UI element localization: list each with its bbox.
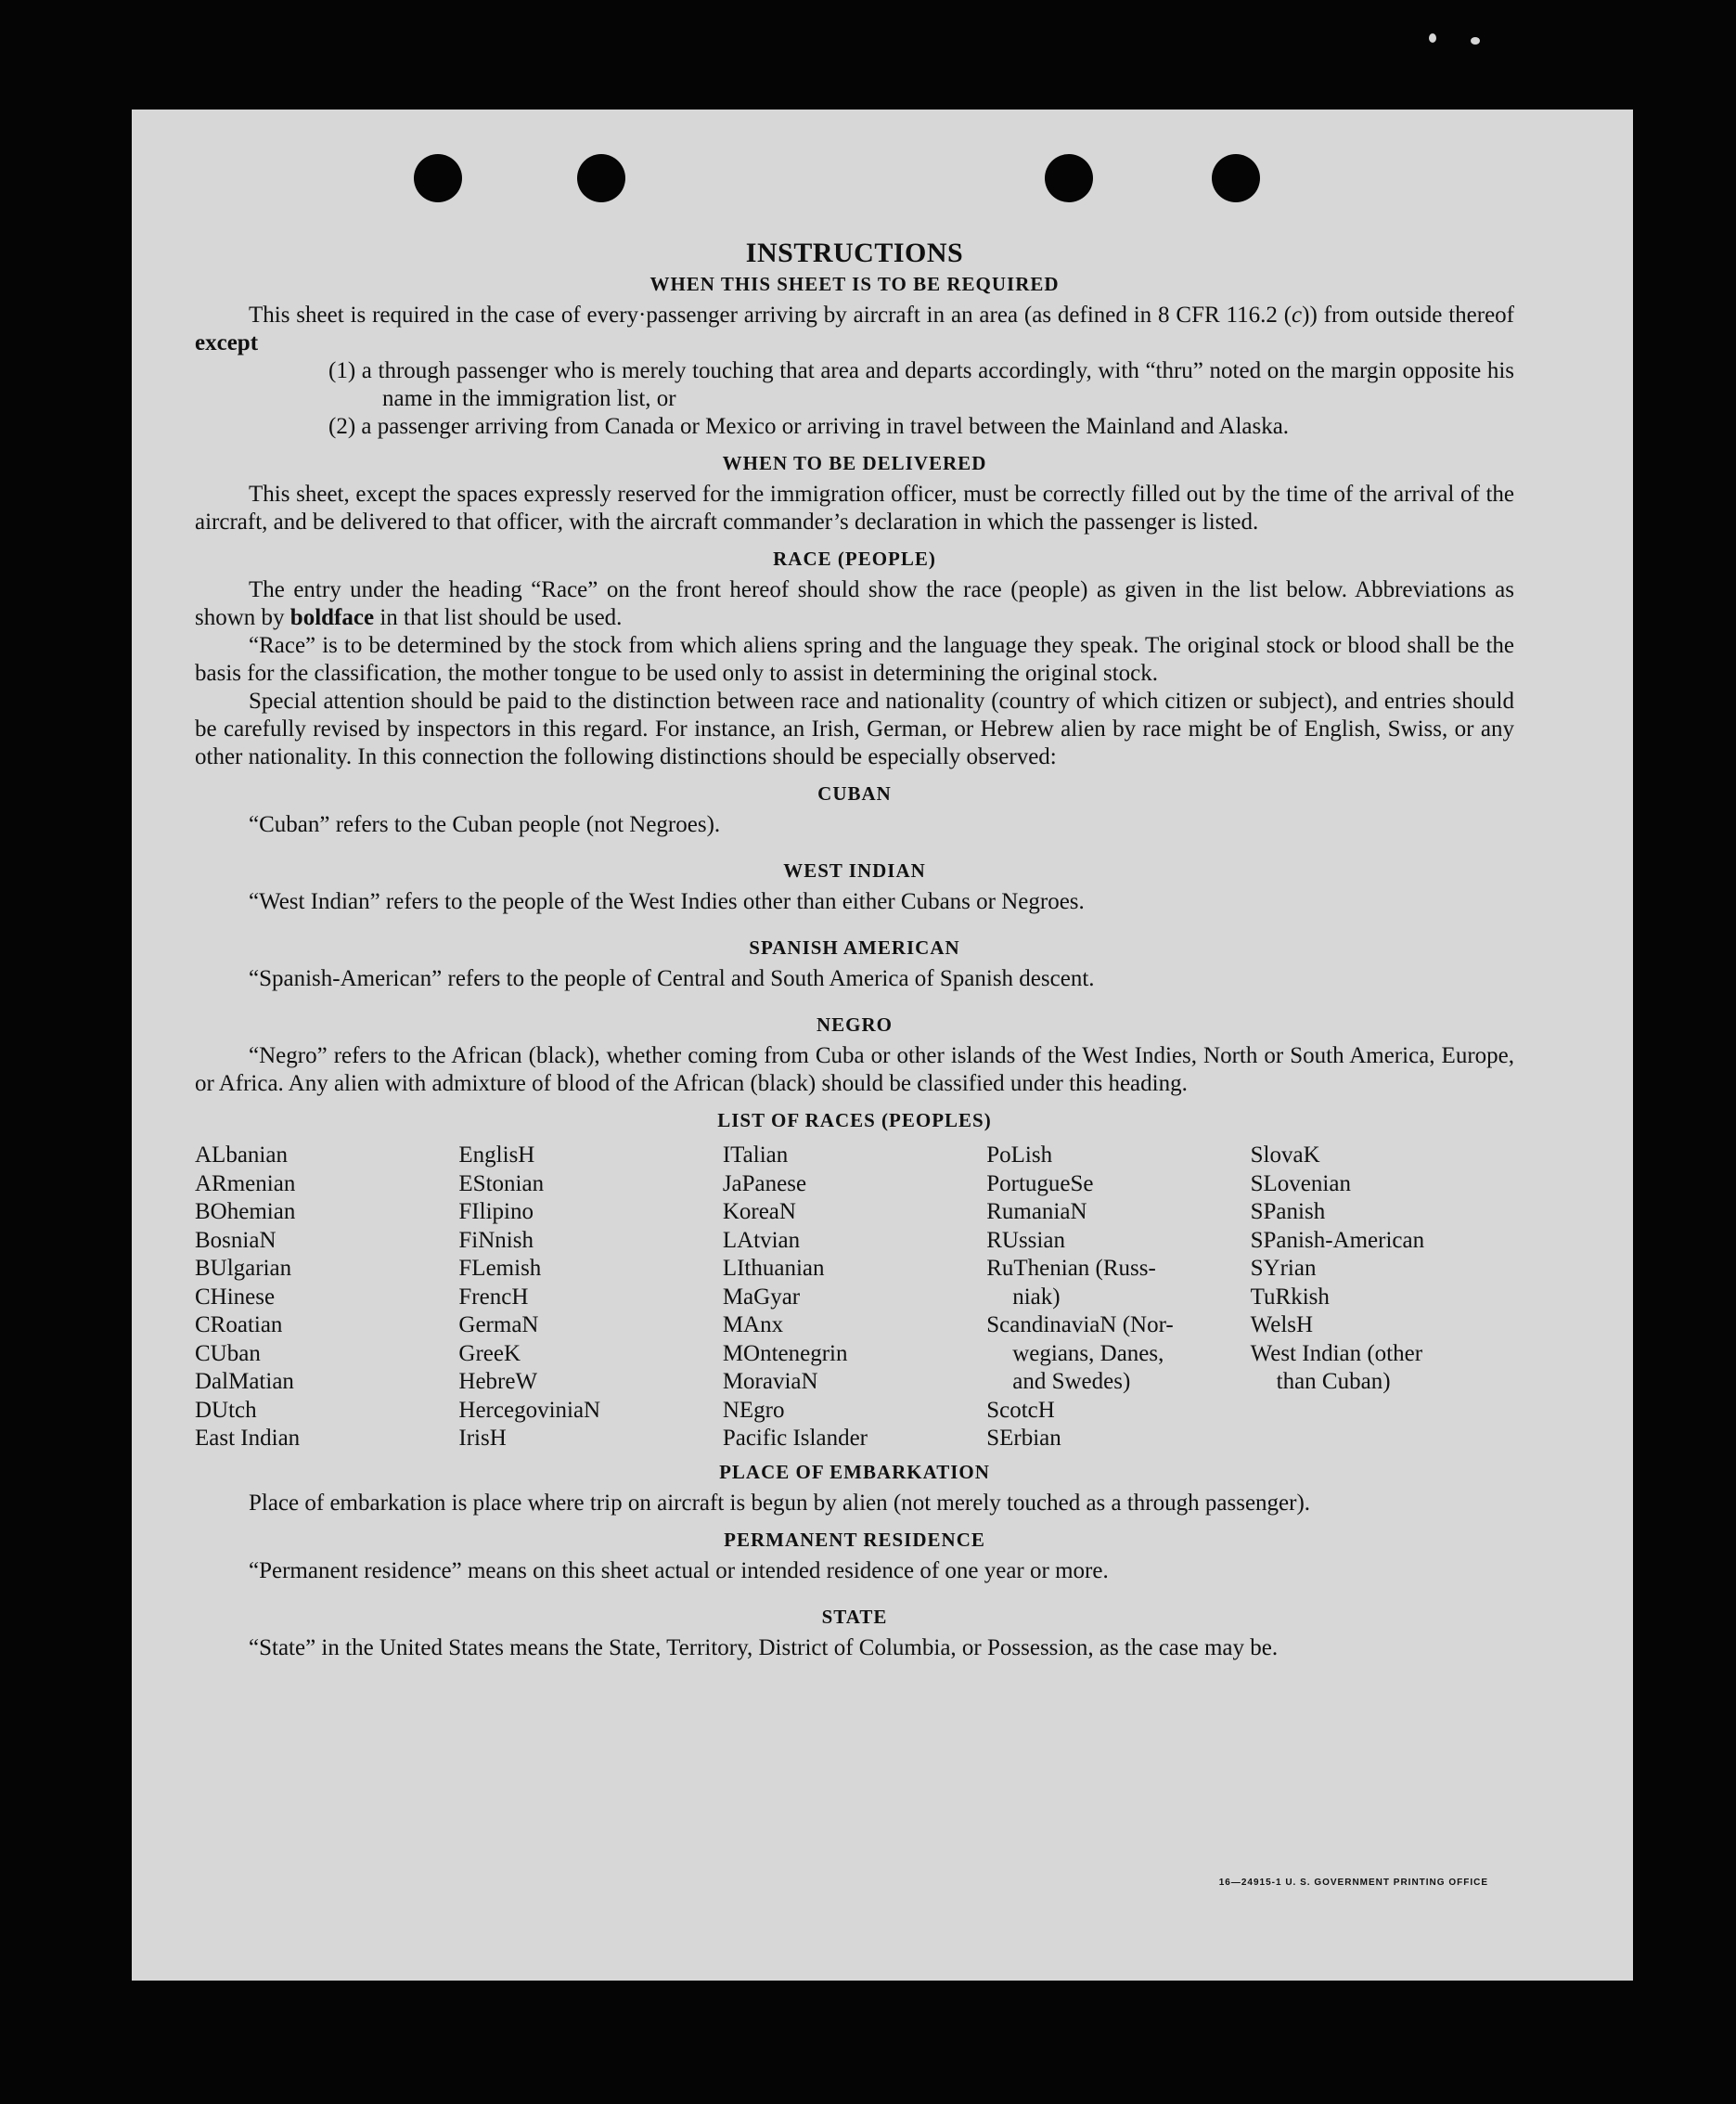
paragraph: “State” in the United States means the State, Territory, District of Columbia, or Possession, as the case may be.: [249, 1634, 1279, 1660]
race-entry: than Cuban): [1276, 1369, 1391, 1394]
paragraph: “West Indian” refers to the people of the West Indies other than either Cubans or Negroes.: [249, 889, 1085, 914]
race-entry: niak): [1012, 1284, 1061, 1310]
race-entry: DUtch: [195, 1397, 257, 1423]
race-entry: MOntenegrin: [722, 1340, 848, 1366]
race-entry: CHinese: [195, 1284, 276, 1310]
race-entry: FrencH: [458, 1284, 529, 1310]
paragraph: “Cuban” refers to the Cuban people (not Negroes).: [249, 812, 721, 837]
race-entry: PoLish: [986, 1142, 1053, 1168]
list-item: (2) a passenger arriving from Canada or Mexico or arriving in travel between the Mainland and Alaska.: [328, 414, 1290, 439]
punch-hole: [1212, 154, 1260, 202]
race-entry: SlovaK: [1250, 1142, 1320, 1168]
race-entry: ScandinaviaN (Nor-: [986, 1312, 1174, 1337]
scan-speck: [1429, 33, 1436, 43]
page-title: INSTRUCTIONS: [745, 238, 964, 268]
punch-hole: [414, 154, 462, 202]
race-entry: BUlgarian: [195, 1256, 292, 1281]
race-entry: SYrian: [1250, 1256, 1317, 1281]
race-entry: ALbanian: [195, 1142, 288, 1168]
race-entry: RuThenian (Russ-: [986, 1256, 1156, 1281]
paragraph: “Negro” refers to the African (black), whether coming from Cuba or other islands of the West Indies, North or South America, Europe, or Africa. Any alien with admixture of blood of the African (black) should be classified under this heading.: [195, 1043, 1514, 1096]
section-heading: RACE (PEOPLE): [773, 548, 936, 570]
race-entry: WelsH: [1250, 1312, 1314, 1337]
race-entry: SPanish: [1250, 1199, 1326, 1224]
race-column: [458, 1142, 722, 1453]
race-entry: BOhemian: [195, 1199, 296, 1224]
paragraph: “Permanent residence” means on this sheet actual or intended residence of one year or more.: [249, 1557, 1109, 1583]
race-entry: TuRkish: [1250, 1284, 1330, 1310]
punch-hole: [1045, 154, 1093, 202]
section-heading: NEGRO: [816, 1013, 893, 1036]
race-entry: GreeK: [458, 1340, 521, 1366]
paragraph: The entry under the heading “Race” on the front hereof should show the race (people) as given in the list below. Abbreviations as shown by boldface in that list should be used.: [195, 577, 1514, 630]
race-entry: HercegoviniaN: [458, 1397, 601, 1423]
paragraph: Special attention should be paid to the distinction between race and nationality (country of which citizen or subject), and entries should be carefully revised by inspectors in this regard. For instance, an Irish, German, or Hebrew alien by race might be of English, Swiss, or any other nationality. In this connection the following distinctions should be especially observed:: [195, 689, 1514, 769]
race-entry: and Swedes): [1012, 1369, 1131, 1394]
race-column: [723, 1142, 986, 1453]
race-entry: PortugueSe: [986, 1170, 1094, 1196]
race-entry: SPanish-American: [1250, 1227, 1425, 1253]
race-entry: SErbian: [986, 1426, 1061, 1451]
section-heading: PERMANENT RESIDENCE: [724, 1528, 985, 1551]
printer-imprint: 16—24915-1 U. S. GOVERNMENT PRINTING OFFICE: [1218, 1878, 1488, 1888]
document-sheet: [132, 110, 1633, 1981]
race-entry: KoreaN: [722, 1199, 796, 1224]
paragraph: This sheet is required in the case of every·passenger arriving by aircraft in an area (as defined in 8 CFR 116.2 (c)) from outside thereof except: [195, 303, 1514, 355]
race-column: [986, 1142, 1250, 1453]
race-entry: JaPanese: [722, 1170, 807, 1196]
race-entry: BosniaN: [195, 1227, 276, 1253]
race-entry: IrisH: [458, 1426, 507, 1451]
section-heading: STATE: [821, 1605, 888, 1628]
race-entry: EnglisH: [458, 1142, 535, 1168]
race-entry: MaGyar: [722, 1284, 801, 1310]
race-entry: LAtvian: [722, 1227, 801, 1253]
race-entry: NEgro: [722, 1397, 785, 1423]
race-list: [195, 1142, 1514, 1453]
race-entry: LIthuanian: [722, 1256, 825, 1281]
paragraph: “Race” is to be determined by the stock from which aliens spring and the language they speak. The original stock or blood shall be the basis for the classification, the mother tongue to be used only to assist in determining the original stock.: [195, 633, 1514, 686]
instructions-content: [195, 238, 1514, 1662]
race-entry: West Indian (other: [1250, 1340, 1423, 1366]
race-entry: CUban: [195, 1340, 261, 1366]
race-entry: ITalian: [722, 1142, 789, 1168]
section-heading: WHEN TO BE DELIVERED: [722, 452, 987, 474]
punch-hole: [577, 154, 625, 202]
race-entry: CRoatian: [195, 1312, 283, 1337]
race-entry: FiNnish: [458, 1227, 534, 1253]
race-column: [1251, 1142, 1514, 1453]
race-column: [195, 1142, 458, 1453]
paragraph: “Spanish-American” refers to the people of Central and South America of Spanish descent.: [249, 966, 1095, 991]
race-entry: wegians, Danes,: [1012, 1340, 1164, 1366]
race-entry: East Indian: [195, 1426, 301, 1451]
section-heading: PLACE OF EMBARKATION: [719, 1460, 990, 1483]
section-heading: CUBAN: [817, 782, 892, 805]
paragraph: Place of embarkation is place where trip on aircraft is begun by alien (not merely touched as a through passenger).: [249, 1490, 1311, 1516]
race-entry: SLovenian: [1250, 1170, 1351, 1196]
race-entry: Pacific Islander: [722, 1426, 868, 1451]
paragraph: This sheet, except the spaces expressly reserved for the immigration officer, must be correctly filled out by the time of the arrival of the aircraft, and be delivered to that officer, with the aircraft commander’s declaration in which the passenger is listed.: [195, 482, 1514, 535]
list-item: (1) a through passenger who is merely touching that area and departs accordingly, with “thru” noted on the margin opposite his name in the immigration list, or: [328, 358, 1514, 411]
race-entry: HebreW: [458, 1369, 538, 1394]
section-heading: LIST OF RACES (PEOPLES): [717, 1109, 992, 1131]
race-entry: FLemish: [458, 1256, 542, 1281]
race-entry: MoraviaN: [722, 1369, 818, 1394]
race-entry: DalMatian: [195, 1369, 294, 1394]
race-entry: EStonian: [458, 1170, 545, 1196]
section-heading: WEST INDIAN: [783, 859, 926, 882]
race-entry: FIlipino: [458, 1199, 534, 1224]
scan-speck: [1471, 37, 1480, 45]
section-heading: SPANISH AMERICAN: [749, 936, 960, 959]
section-heading: WHEN THIS SHEET IS TO BE REQUIRED: [649, 273, 1060, 295]
race-entry: ARmenian: [195, 1170, 296, 1196]
race-entry: MAnx: [722, 1312, 784, 1337]
race-entry: ScotcH: [986, 1397, 1055, 1423]
race-entry: RumaniaN: [986, 1199, 1087, 1224]
race-entry: RUssian: [986, 1227, 1065, 1253]
race-entry: GermaN: [458, 1312, 539, 1337]
